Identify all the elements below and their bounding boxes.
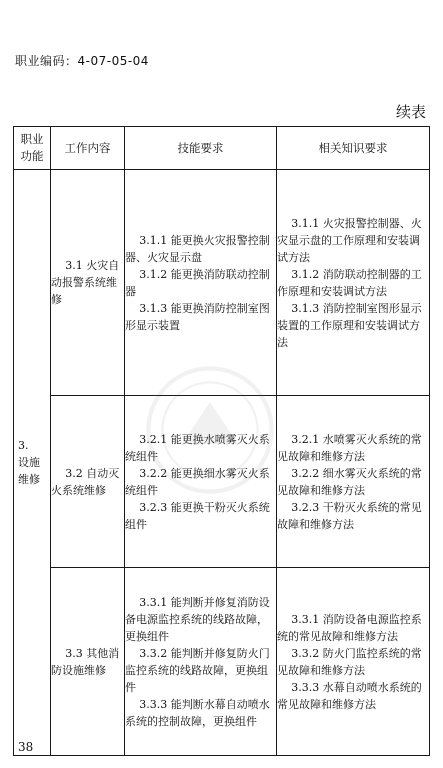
header-skill-requirements: 技能要求 bbox=[125, 127, 277, 170]
skill-item: 3.3.1 能判断并修复消防设备电源监控系统的线路故障，更换组件 bbox=[125, 595, 270, 643]
knowledge-item: 3.2.1 水喷雾灭火系统的常见故障和维修方法 bbox=[277, 432, 422, 463]
skill-item: 3.1.1 能更换火灾报警控制器、火灾显示盘 bbox=[125, 233, 270, 264]
skill-item: 3.1.2 能更换消防联动控制器 bbox=[125, 267, 270, 298]
occupation-code: 职业编码：4-07-05-04 bbox=[15, 54, 149, 68]
work-content-text: 3.1 火灾自动报警系统维修 bbox=[51, 259, 120, 306]
knowledge-cell bbox=[277, 396, 430, 568]
knowledge-item: 3.1.2 消防联动控制器的工作原理和安装调试方法 bbox=[277, 267, 422, 298]
skill-item: 3.3.2 能判断并修复防火门监控系统的线路故障，更换组件 bbox=[125, 646, 270, 694]
work-content-cell bbox=[51, 170, 125, 396]
function-label: 3. 设施 维修 bbox=[18, 439, 40, 486]
work-content-text: 3.2 自动灭火系统维修 bbox=[51, 466, 120, 497]
header-function bbox=[14, 127, 51, 170]
knowledge-item: 3.1.1 火灾报警控制器、火灾显示盘的工作原理和安装调试方法 bbox=[277, 216, 422, 264]
work-content-cell bbox=[51, 568, 125, 756]
knowledge-item: 3.3.2 防火门监控系统的常见故障和维修方法 bbox=[277, 646, 422, 677]
knowledge-item: 3.3.1 消防设备电源监控系统的常见故障和维修方法 bbox=[277, 612, 422, 643]
table-row bbox=[14, 170, 430, 396]
header-knowledge-requirements: 相关知识要求 bbox=[277, 127, 430, 170]
skill-item: 3.2.2 能更换细水雾灭火系统组件 bbox=[125, 466, 270, 497]
skills-table bbox=[13, 126, 430, 756]
work-content-cell bbox=[51, 396, 125, 568]
knowledge-item: 3.1.3 消防控制室图形显示装置的工作原理和安装调试方法 bbox=[277, 301, 422, 349]
skill-item: 3.1.3 能更换消防控制室图形显示装置 bbox=[125, 301, 270, 332]
skill-cell bbox=[125, 568, 277, 756]
skill-item: 3.3.3 能判断水幕自动喷水系统的控制故障，更换组件 bbox=[125, 697, 270, 728]
skill-cell bbox=[125, 170, 277, 396]
header-function-label: 职业 功能 bbox=[20, 132, 44, 163]
knowledge-cell bbox=[277, 170, 430, 396]
knowledge-item: 3.3.3 水幕自动喷水系统的常见故障和维修方法 bbox=[277, 680, 422, 711]
table-header-row bbox=[14, 127, 430, 170]
skill-cell bbox=[125, 396, 277, 568]
skill-item: 3.2.1 能更换水喷雾灭火系统组件 bbox=[125, 432, 270, 463]
continued-label: 续表 bbox=[395, 103, 426, 121]
page-number: 38 bbox=[18, 740, 34, 754]
work-content-text: 3.3 其他消防设施维修 bbox=[51, 646, 120, 677]
knowledge-item: 3.2.2 细水雾灭火系统的常见故障和维修方法 bbox=[277, 466, 422, 497]
knowledge-item: 3.2.3 干粉灭火系统的常见故障和维修方法 bbox=[277, 500, 422, 531]
knowledge-cell bbox=[277, 568, 430, 756]
function-cell bbox=[14, 170, 51, 756]
table-row bbox=[14, 396, 430, 568]
table-row bbox=[14, 568, 430, 756]
header-work-content: 工作内容 bbox=[51, 127, 125, 170]
skill-item: 3.2.3 能更换干粉灭火系统组件 bbox=[125, 500, 270, 531]
